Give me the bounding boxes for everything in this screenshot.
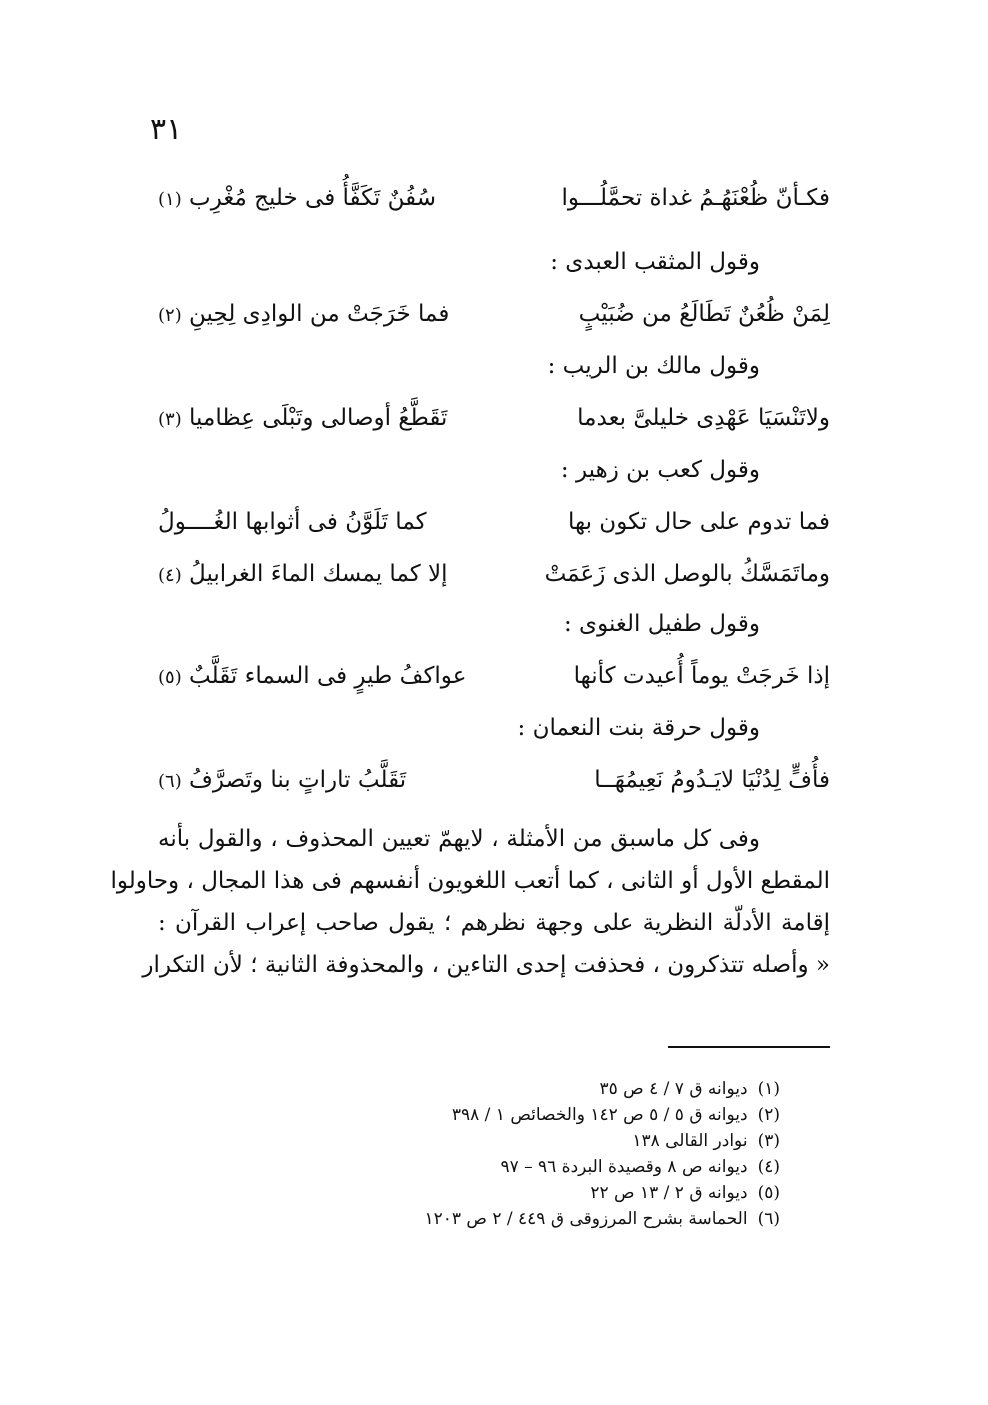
quote-intro: وقول حرقة بنت النعمان : [517, 715, 760, 741]
verse-second-text: فما خَرَجَتْ من الوادِى لِحِينِ [189, 301, 450, 327]
verse-line [158, 754, 830, 806]
verse-line [158, 496, 830, 548]
quote-section-malik [158, 340, 830, 444]
verse-second-hemistich [158, 301, 449, 327]
footnotes [180, 1076, 780, 1232]
footnote-item [180, 1076, 780, 1102]
verse-block-opening [158, 172, 830, 224]
verse-line [158, 288, 830, 340]
verse-first-hemistich: إذا خَرجَتْ يوماً أُعيدت كأنها [573, 663, 830, 689]
footnote-marker: (٢) [158, 305, 182, 326]
verse-second-hemistich [158, 561, 448, 587]
verse-second-hemistich [158, 509, 427, 535]
prose-line: « وأصله تتذكرون ، فحذفت إحدى التاءين ، والمحذوفة الثانية ؛ لأن التكرار [142, 952, 830, 978]
footnote-number: (١) [757, 1079, 780, 1099]
verse-second-text: عواكفُ طيرٍ فى السماء تَقَلَّبٌ [189, 663, 467, 689]
footnote-text: ديوانه ق ٥ / ٥ ص ١٤٢ والخصائص ١ / ٣٩٨ [451, 1105, 748, 1125]
verse-second-hemistich [158, 405, 447, 431]
prose-paragraph [110, 818, 830, 986]
footnote-item [180, 1128, 780, 1154]
verse-first-hemistich: لِمَنْ ظُعُنٌ تَطَالَعُ من ضُبَيْبٍ [578, 301, 830, 327]
footnote-text: الحماسة بشرح المرزوقى ق ٤٤٩ / ٢ ص ١٢٠٣ [424, 1209, 748, 1229]
verse-second-text: تَقَطَّعُ أوصالى وتَبْلَى عِظاميا [189, 405, 448, 431]
quote-intro: وقول طفيل الغنوى : [564, 611, 760, 637]
verse-second-text: إلا كما يمسك الماءَ الغرابيلُ [189, 561, 448, 587]
verse-line [158, 548, 830, 600]
prose-line: المقطع الأول أو الثانى ، كما أتعب اللغويون أنفسهم فى هذا المجال ، وحاولوا [110, 868, 830, 894]
footnote-item [180, 1102, 780, 1128]
footnote-item [180, 1206, 780, 1232]
footnote-item [180, 1154, 780, 1180]
verse-first-hemistich: فأُفٍّ لِدُنْيَا لايَـدُومُ نَعِيمُهَــا [594, 767, 830, 793]
verse-second-text: تَقَلَّبُ تاراتٍ بنا وتَصرَّفُ [189, 767, 407, 793]
footnote-separator [668, 1046, 830, 1048]
footnote-item [180, 1180, 780, 1206]
footnote-number: (٤) [757, 1157, 780, 1177]
verse-second-hemistich [158, 663, 466, 689]
footnote-marker: (٥) [158, 667, 182, 688]
prose-line: إقامة الأدلّة النظرية على وجهة نظرهم ؛ يقول صاحب إعراب القرآن : [158, 910, 830, 936]
footnote-text: ديوانه ص ٨ وقصيدة البردة ٩٦ – ٩٧ [500, 1157, 748, 1177]
footnote-text: ديوانه ق ٧ / ٤ ص ٣٥ [599, 1079, 748, 1099]
footnote-marker: (٦) [158, 771, 182, 792]
footnote-marker: (١) [158, 189, 182, 210]
verse-line [158, 172, 830, 224]
verse-first-hemistich: وماتَمَسَّكُ بالوصل الذى زَعَمَتْ [544, 561, 830, 587]
quote-section-tufayl [158, 598, 830, 702]
footnote-text: نوادر القالى ١٣٨ [632, 1131, 748, 1151]
quote-intro: وقول مالك بن الريب : [547, 353, 760, 379]
verse-line [158, 392, 830, 444]
quote-section-hurqa [158, 702, 830, 806]
footnote-number: (٣) [757, 1131, 780, 1151]
footnote-text: ديوانه ق ٢ / ١٣ ص ٢٢ [590, 1183, 748, 1203]
verse-first-hemistich: فما تدوم على حال تكون بها [567, 509, 830, 535]
verse-second-hemistich [158, 185, 436, 211]
page-number: ٣١ [150, 112, 183, 147]
footnote-marker: (٤) [158, 565, 182, 586]
verse-line [158, 650, 830, 702]
quote-intro: وقول المثقب العبدى : [550, 249, 760, 275]
verse-first-hemistich: ولاتَنْسَيَا عَهْدِى خليلىَّ بعدما [577, 405, 830, 431]
footnote-marker: (٣) [158, 409, 182, 430]
quote-intro: وقول كعب بن زهير : [560, 457, 760, 483]
quote-section-muthaqqib [158, 236, 830, 340]
quote-section-kaab [158, 444, 830, 600]
footnote-number: (٢) [757, 1105, 780, 1125]
footnote-number: (٦) [757, 1209, 780, 1229]
verse-second-text: كما تَلَوَّنُ فى أثوابها الغُــــولُ [158, 509, 427, 535]
verse-second-text: سُفُنٌ تَكَفَّأُ فى خليج مُغْرِب [189, 185, 436, 211]
verse-first-hemistich: فكـأنّ ظُعْنَهُـمُ غداة تحمَّلُـــوا [561, 185, 830, 211]
prose-line: وفى كل ماسبق من الأمثلة ، لايهمّ تعيين المحذوف ، والقول بأنه [158, 826, 760, 852]
verse-second-hemistich [158, 767, 406, 793]
footnote-number: (٥) [757, 1183, 780, 1203]
